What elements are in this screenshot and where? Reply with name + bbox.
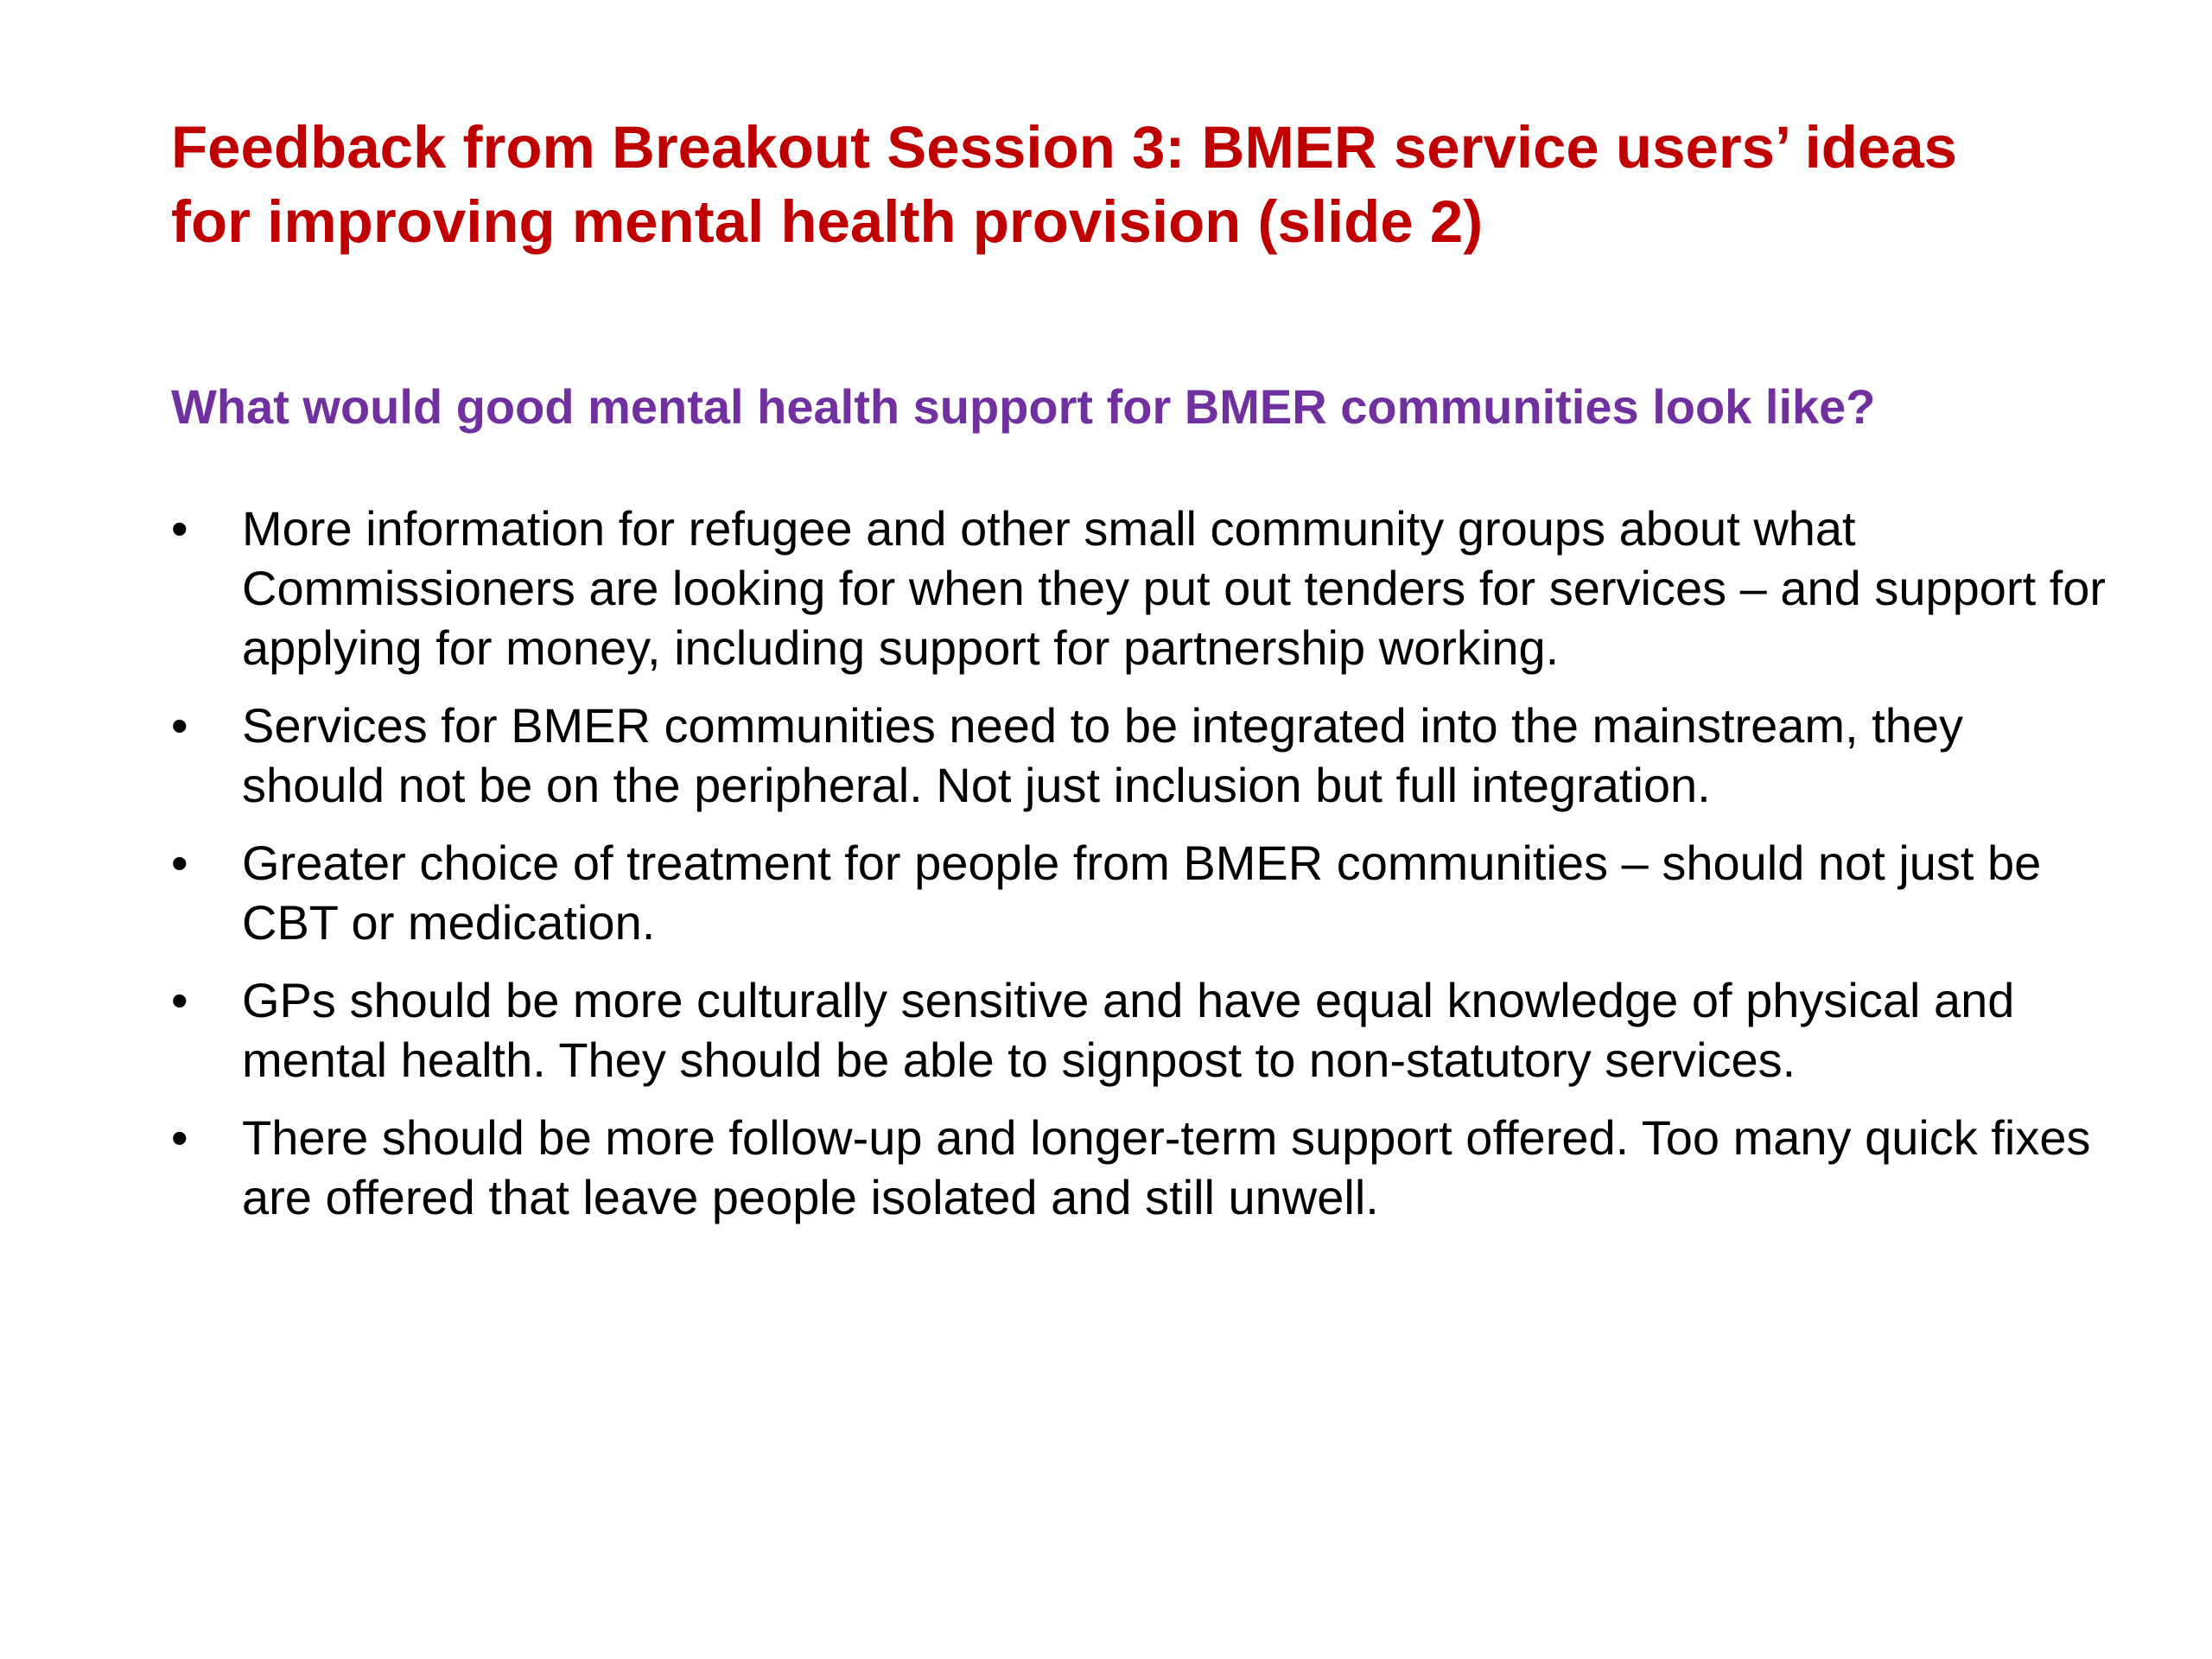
slide-title-line-2: for improving mental health provision (slide 2) [171, 188, 1484, 255]
bullet-item-2 [171, 696, 2107, 815]
bullet-list [171, 499, 2107, 1245]
bullet-text: Greater choice of treatment for people from BMER communities – should not just be CBT or medication. [242, 836, 2042, 950]
bullet-item-4 [171, 970, 2107, 1090]
bullet-text: There should be more follow-up and longer-term support offered. Too many quick fixes are offered that leave people isolated and still unwell. [242, 1110, 2091, 1224]
bullet-text: Services for BMER communities need to be integrated into the mainstream, they should not be on the peripheral. Not just inclusion but full integration. [242, 698, 1964, 812]
slide-title-line-1: Feedback from Breakout Session 3: BMER service users’ ideas [171, 114, 1958, 181]
bullet-item-1 [171, 499, 2107, 677]
bullet-text: GPs should be more culturally sensitive and have equal knowledge of physical and mental health. They should be able to signpost to non-statutory services. [242, 973, 2015, 1087]
bullet-icon: • [171, 1110, 188, 1165]
bullet-icon: • [171, 501, 188, 556]
bullet-item-5 [171, 1108, 2107, 1227]
bullet-item-3 [171, 833, 2107, 952]
bullet-icon: • [171, 698, 188, 753]
slide-title [171, 111, 2124, 259]
bullet-icon: • [171, 836, 188, 890]
bullet-icon: • [171, 973, 188, 1027]
bullet-text: More information for refugee and other small community groups about what Commissioners are looking for when they put out tenders for services – and support for applying for money, including support for partnership working. [242, 501, 2107, 675]
slide-subtitle: What would good mental health support for BMER communities look like? [171, 379, 1876, 434]
